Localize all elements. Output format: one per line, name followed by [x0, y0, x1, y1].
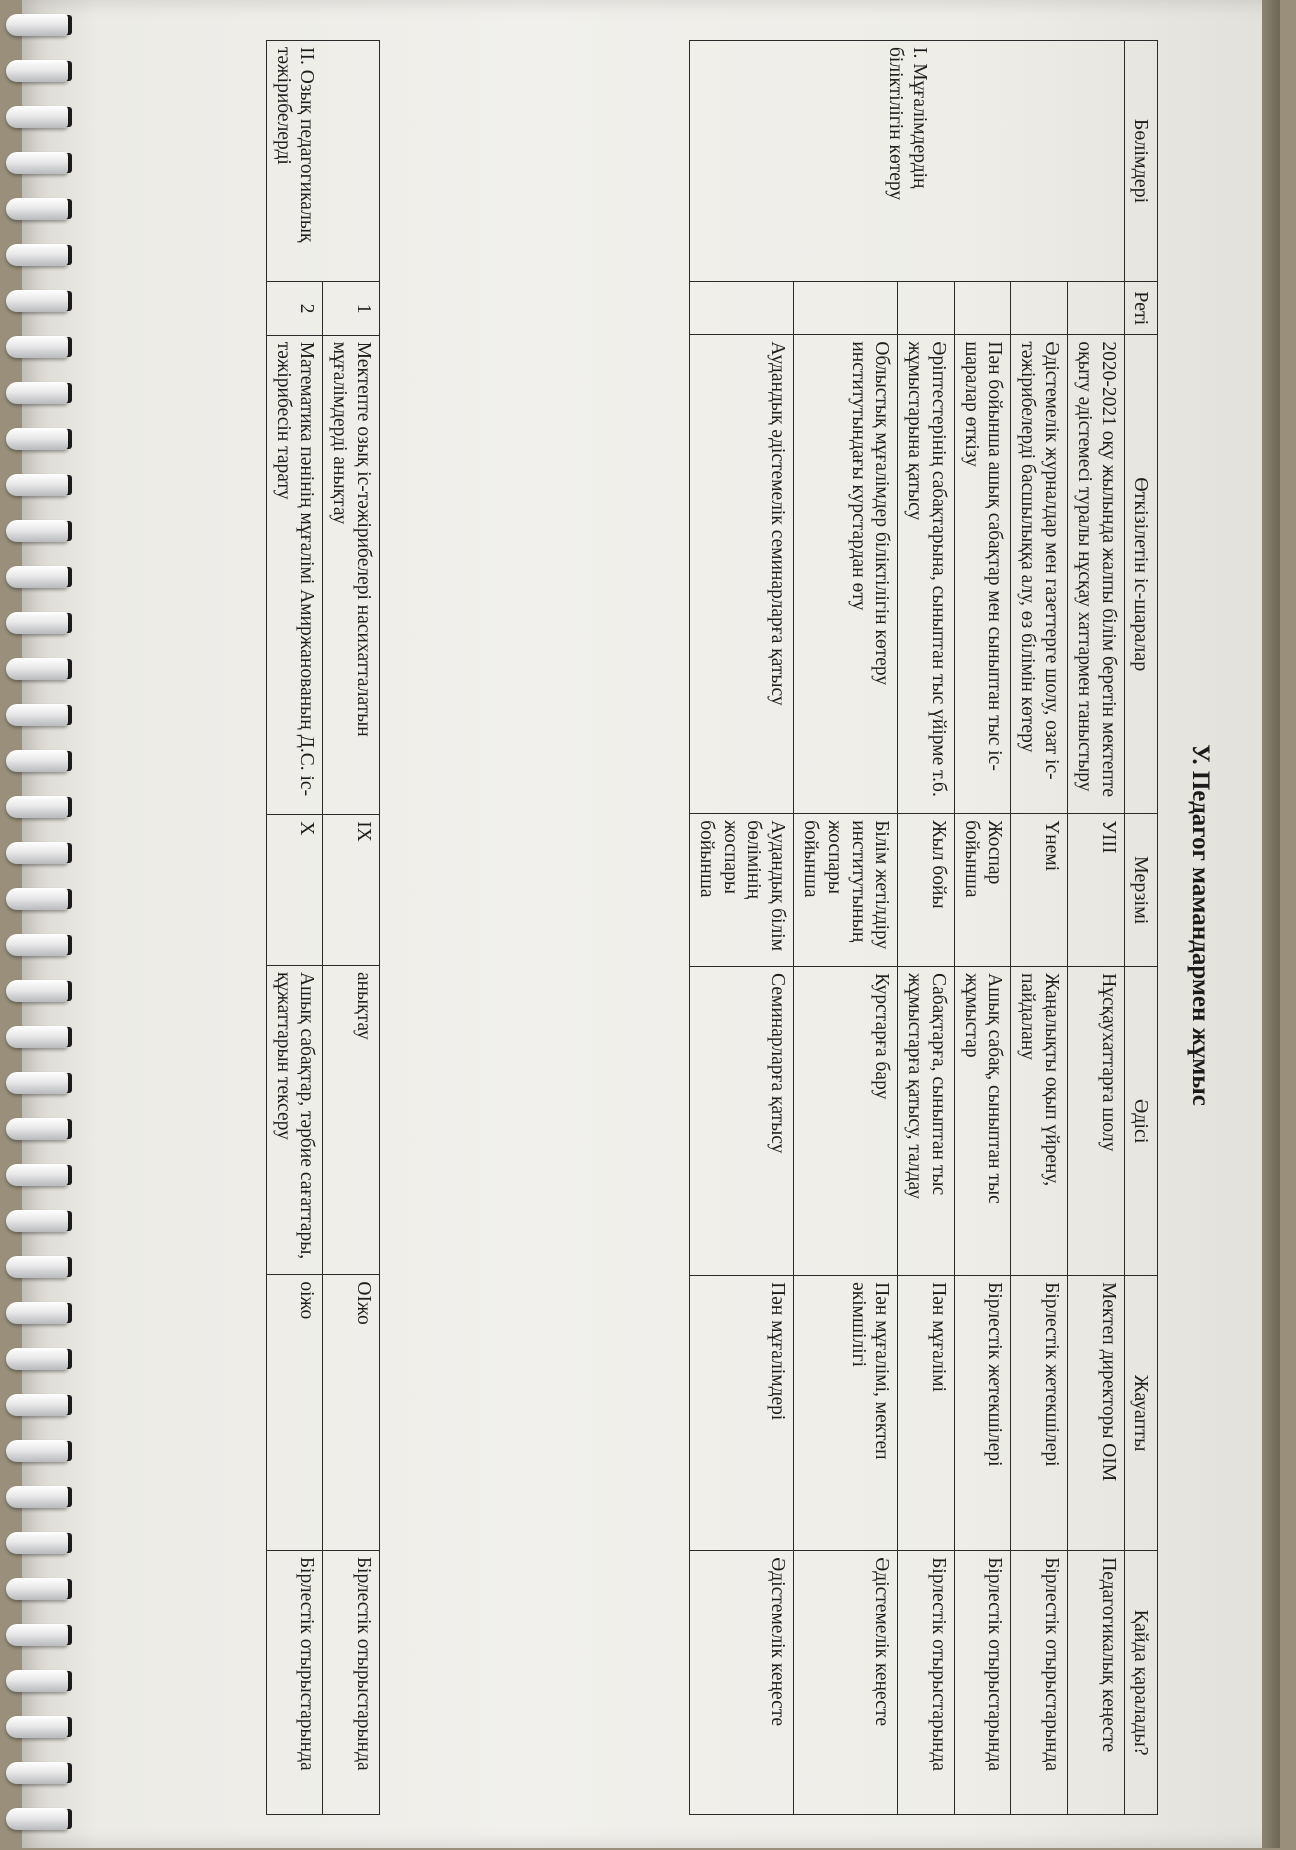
header-deadline: Мерзімі: [1124, 814, 1157, 967]
row-activity: 2020-2021 оқу жылында жалпы білім беретін мектепте оқыту әдістемесі туралы нұсқау хаттармен таныстыру: [1068, 335, 1125, 814]
binding-ring: [6, 428, 68, 450]
binding-ring: [6, 1624, 68, 1646]
row-method: Ашық сабақтар, тәрбие сағаттары, құжаттарын тексеру: [266, 965, 323, 1274]
table-row: [266, 41, 323, 1815]
header-responsible: Жауапты: [1124, 1276, 1157, 1551]
row-method: Ашық сабақ, сыныптан тыс жұмыстар: [954, 967, 1011, 1276]
header-num: Реті: [1124, 282, 1157, 335]
table-row: [690, 41, 794, 1815]
row-deadline: Жоспар бойынша: [954, 814, 1011, 967]
table-row: [794, 41, 898, 1815]
header-activity: Өткізілетін іс-шаралар: [1124, 335, 1157, 814]
row-deadline: Жыл бойы: [898, 814, 955, 967]
binding-ring: [6, 1440, 68, 1462]
binding-ring: [6, 750, 68, 772]
header-where: Қайда қаралады?: [1124, 1551, 1157, 1815]
table-row: [323, 41, 380, 1815]
binding-ring: [6, 106, 68, 128]
binding-ring: [6, 1348, 68, 1370]
section-title: І. Мұғалімдердің біліктілігін көтеру: [690, 41, 1125, 282]
row-method: Семинарларға қатысу: [690, 967, 794, 1276]
binding-ring: [6, 842, 68, 864]
binding-ring: [6, 704, 68, 726]
row-where: Бірлестік отырыстарында: [323, 1550, 380, 1814]
row-deadline: Х: [266, 815, 323, 966]
row-deadline: Білім жетілдіру институтының жоспары бойынша: [794, 814, 898, 967]
plan-table-section-2: [266, 40, 380, 1815]
binding-ring: [6, 1532, 68, 1554]
row-deadline: Үнемі: [1011, 814, 1068, 967]
row-deadline: Аудандық білім бөлімінің жоспары бойынша: [690, 814, 794, 967]
row-where: Әдістемелік кеңесте: [690, 1551, 794, 1815]
row-responsible: Пән мұғалімдері: [690, 1276, 794, 1551]
binding-ring: [6, 1808, 68, 1830]
row-method: Нұсқаухаттарға шолу: [1068, 967, 1125, 1276]
binding-ring: [6, 1164, 68, 1186]
row-deadline: ІХ: [323, 815, 380, 966]
row-where: Бірлестік отырыстарында: [266, 1550, 323, 1814]
binding-ring: [6, 1256, 68, 1278]
row-method: Жаңалықты оқып үйрену, пайдалану: [1011, 967, 1068, 1276]
binding-ring: [6, 474, 68, 496]
row-num: [898, 282, 955, 335]
binding-ring: [6, 198, 68, 220]
binding-ring: [6, 520, 68, 542]
binding-ring: [6, 1762, 68, 1784]
row-responsible: Пән мұғалімі, мектеп әкімшілігі: [794, 1276, 898, 1551]
binding-ring: [6, 336, 68, 358]
row-num: [1011, 282, 1068, 335]
row-where: Бірлестік отырыстарында: [954, 1551, 1011, 1815]
binding-ring: [6, 382, 68, 404]
row-num: [954, 282, 1011, 335]
table-row: [898, 41, 955, 1815]
binding-ring: [6, 1670, 68, 1692]
row-responsible: Мектеп директоры ОІМ: [1068, 1276, 1125, 1551]
row-responsible: Бірлестік жетекшілері: [954, 1276, 1011, 1551]
row-activity: Пән бойынша ашық сабақтар мен сыныптан тыс іс-шаралар өткізу: [954, 335, 1011, 814]
row-method: Сабақтарға, сыныптан тыс жұмыстарға қатысу, талдау: [898, 967, 955, 1276]
binding-ring: [6, 658, 68, 680]
binding-ring: [6, 934, 68, 956]
binding-ring: [6, 152, 68, 174]
row-method: Курстарға бару: [794, 967, 898, 1276]
row-num: [690, 282, 794, 335]
row-deadline: УІІІ: [1068, 814, 1125, 967]
binding-ring: [6, 1026, 68, 1048]
binding-ring: [6, 1302, 68, 1324]
binding-ring: [6, 796, 68, 818]
row-where: Бірлестік отырыстарында: [1011, 1551, 1068, 1815]
row-activity: Аудандық әдістемелік семинарларға қатысу: [690, 335, 794, 814]
binding-ring: [6, 566, 68, 588]
row-activity: Әріптестерінің сабақтарына, сыныптан тыс үйірме т.б. жұмыстарына қатысу: [898, 335, 955, 814]
row-activity: Математика пәнінің мұғалімі Амиржанованың Д.С. іс-тәжірибесін тарату: [266, 335, 323, 814]
binding-ring: [6, 1578, 68, 1600]
binding-ring: [6, 1716, 68, 1738]
binding-ring: [6, 1118, 68, 1140]
row-where: Педагогикалық кеңесте: [1068, 1551, 1125, 1815]
rotated-document: [160, 0, 1220, 1850]
row-num: 1: [323, 282, 380, 335]
row-num: [794, 282, 898, 335]
binding-ring: [6, 980, 68, 1002]
header-section: Бөлімдері: [1124, 41, 1157, 282]
binding-ring: [6, 612, 68, 634]
table-row: [1011, 41, 1068, 1815]
table-row: [954, 41, 1011, 1815]
row-responsible: Бірлестік жетекшілері: [1011, 1276, 1068, 1551]
section-title: ІІ. Озық педагогикалық тәжірибелерді: [266, 41, 379, 282]
table-header-row: [1124, 41, 1157, 1815]
binding-ring: [6, 244, 68, 266]
row-method: анықтау: [323, 965, 380, 1274]
paper-edge: [1262, 0, 1280, 1848]
binding-ring: [6, 14, 68, 36]
row-where: Әдістемелік кеңесте: [794, 1551, 898, 1815]
binding-ring: [6, 888, 68, 910]
binding-rings: [0, 0, 80, 1848]
row-responsible: Пән мұғалімі: [898, 1276, 955, 1551]
row-activity: Әдістемелік журналдар мен газеттерге шолу, озат іс-тәжірибелерді басшылыққа алу, өз білімін көтеру: [1011, 335, 1068, 814]
binding-ring: [6, 1210, 68, 1232]
binding-ring: [6, 290, 68, 312]
row-responsible: ОІжо: [323, 1275, 380, 1550]
binding-ring: [6, 1486, 68, 1508]
row-activity: Облыстық мұғалімдер біліктілігін көтеру институтындағы курстардан өту: [794, 335, 898, 814]
header-method: Әдісі: [1124, 967, 1157, 1276]
row-activity: Мектепте озық іс-тәжірибелері насихатталатын мұғалімдерді анықтау: [323, 335, 380, 814]
plan-table: [689, 40, 1158, 1815]
row-where: Бірлестік отырыстарында: [898, 1551, 955, 1815]
binding-ring: [6, 60, 68, 82]
row-responsible: оіжо: [266, 1275, 323, 1550]
row-num: [1068, 282, 1125, 335]
binding-ring: [6, 1394, 68, 1416]
page-title: У. Педагог мамандармен жұмыс: [1187, 744, 1214, 1106]
binding-ring: [6, 1072, 68, 1094]
row-num: 2: [266, 282, 323, 335]
table-row: [1068, 41, 1125, 1815]
